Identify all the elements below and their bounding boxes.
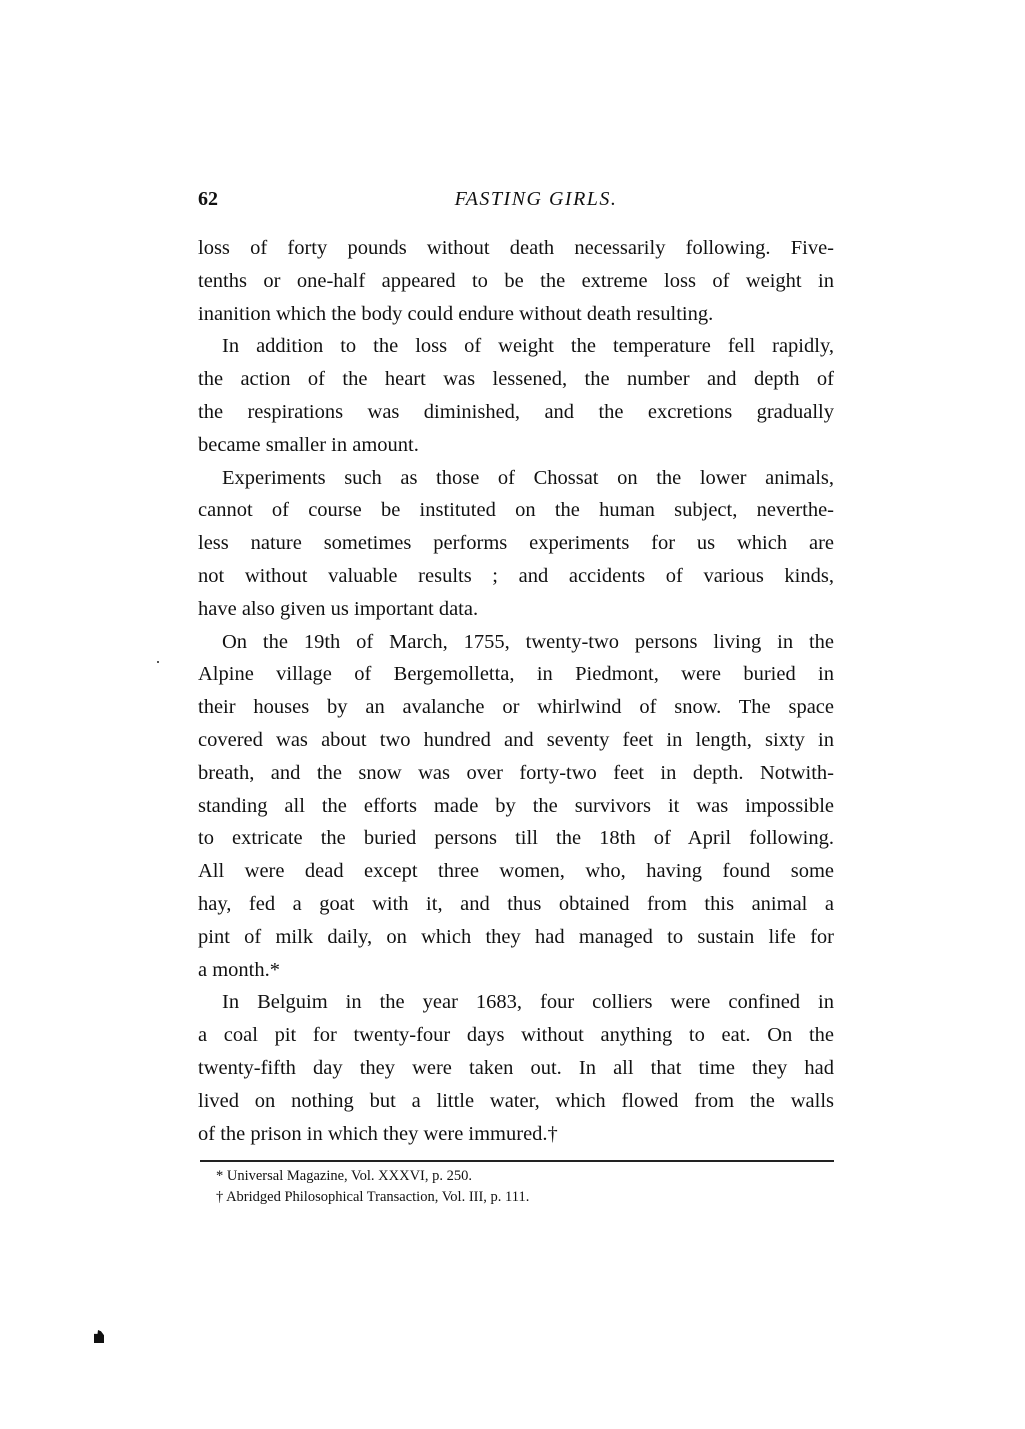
text-line: have also given us important data. bbox=[198, 597, 479, 620]
text-line: the action of the heart was lessened, the number and depth of bbox=[198, 368, 834, 391]
page-number: 62 bbox=[198, 188, 218, 210]
text-line: less nature sometimes performs experiments for us which are bbox=[198, 532, 834, 555]
paragraph-4 bbox=[198, 626, 834, 987]
text-line: of the prison in which they were immured.† bbox=[198, 1122, 558, 1145]
paragraph-1 bbox=[198, 232, 834, 330]
text-line: became smaller in amount. bbox=[198, 433, 419, 456]
text-line: loss of forty pounds without death necessarily following. Five- bbox=[198, 237, 834, 259]
scan-artifact-mark bbox=[94, 1330, 104, 1343]
text-line: a coal pit for twenty-four days without anything to eat. On the bbox=[198, 1024, 834, 1047]
text-line: breath, and the snow was over forty-two feet in depth. Notwith- bbox=[198, 761, 834, 784]
paragraph-3 bbox=[198, 462, 834, 626]
text-line: All were dead except three women, who, having found some bbox=[198, 860, 834, 883]
paragraph-2 bbox=[198, 330, 834, 461]
text-line: their houses by an avalanche or whirlwind of snow. The space bbox=[198, 696, 834, 719]
text-line: a month.* bbox=[198, 958, 280, 981]
footnote-rule bbox=[200, 1160, 834, 1162]
text-line: Experiments such as those of Chossat on the lower animals, bbox=[222, 466, 834, 489]
text-line: tenths or one-half appeared to be the extreme loss of weight in bbox=[198, 269, 834, 292]
text-line: hay, fed a goat with it, and thus obtained from this animal a bbox=[198, 892, 834, 915]
text-line: On the 19th of March, 1755, twenty-two persons living in the bbox=[222, 630, 834, 653]
text-line: covered was about two hundred and seventy feet in length, sixty in bbox=[198, 728, 834, 751]
running-head bbox=[198, 188, 834, 218]
text-line: pint of milk daily, on which they had managed to sustain life for bbox=[198, 925, 834, 948]
margin-speck bbox=[157, 661, 159, 663]
text-line: standing all the efforts made by the survivors it was impossible bbox=[198, 794, 834, 817]
paragraph-5 bbox=[198, 986, 834, 1150]
footnote-2: † Abridged Philosophical Transaction, Vol. III, p. 111. bbox=[216, 1189, 530, 1205]
footnotes bbox=[216, 1166, 529, 1208]
text-line: twenty-fifth day they were taken out. In all that time they had bbox=[198, 1056, 834, 1079]
footnote-1: * Universal Magazine, Vol. XXXVI, p. 250. bbox=[216, 1168, 472, 1184]
running-title: FASTING GIRLS. bbox=[454, 188, 618, 210]
text-line: Alpine village of Bergemolletta, in Piedmont, were buried in bbox=[198, 663, 834, 686]
text-line: cannot of course be instituted on the human subject, neverthe- bbox=[198, 499, 834, 522]
text-line: In Belguim in the year 1683, four colliers were confined in bbox=[222, 991, 834, 1014]
text-line: inanition which the body could endure without death resulting. bbox=[198, 302, 714, 325]
text-line: to extricate the buried persons till the 18th of April following. bbox=[198, 827, 834, 850]
text-line: lived on nothing but a little water, which flowed from the walls bbox=[198, 1089, 834, 1112]
text-line: not without valuable results ; and accidents of various kinds, bbox=[198, 564, 834, 587]
body-text bbox=[198, 232, 834, 1150]
text-line: In addition to the loss of weight the temperature fell rapidly, bbox=[222, 335, 834, 358]
text-line: the respirations was diminished, and the excretions gradually bbox=[198, 400, 834, 423]
